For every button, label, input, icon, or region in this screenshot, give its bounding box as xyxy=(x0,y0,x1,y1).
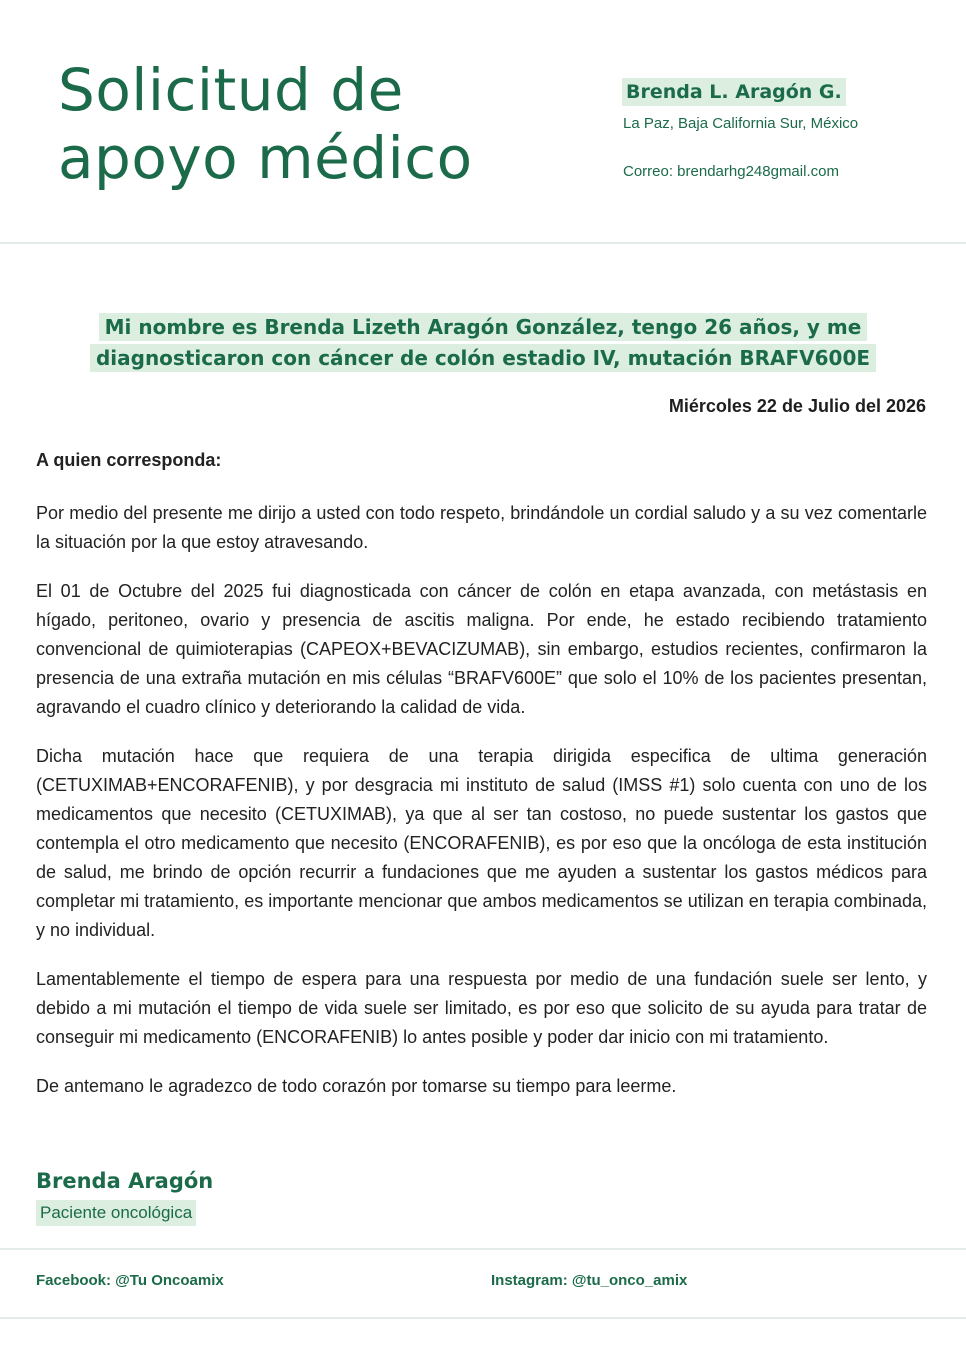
intro-statement xyxy=(36,312,930,374)
footer-divider-top xyxy=(0,1248,966,1250)
letter-body xyxy=(36,446,927,1121)
contact-email: Correo: brendarhg248gmail.com xyxy=(623,163,839,180)
signature-role: Paciente oncológica xyxy=(36,1200,196,1226)
footer-instagram: Instagram: @tu_onco_amix xyxy=(491,1272,688,1289)
document-title-line-1: Solicitud de xyxy=(58,56,404,124)
intro-line-2: diagnosticaron con cáncer de colón estadio IV, mutación BRAFV600E xyxy=(90,344,876,372)
contact-name: Brenda L. Aragón G. xyxy=(622,78,846,106)
letter-date: Miércoles 22 de Julio del 2026 xyxy=(668,396,926,416)
letter-paragraph-5: De antemano le agradezco de todo corazón por tomarse su tiempo para leerme. xyxy=(36,1076,677,1096)
footer-divider-bottom xyxy=(0,1317,966,1319)
footer-facebook: Facebook: @Tu Oncoamix xyxy=(36,1272,224,1289)
intro-line-1: Mi nombre es Brenda Lizeth Aragón González, tengo 26 años, y me xyxy=(99,313,868,341)
document-title-line-2: apoyo médico xyxy=(58,124,473,192)
header-divider xyxy=(0,242,966,244)
signature-name: Brenda Aragón xyxy=(36,1169,214,1193)
letter-greeting: A quien corresponda: xyxy=(36,450,222,470)
contact-block xyxy=(622,78,952,182)
letter-paragraph-2: El 01 de Octubre del 2025 fui diagnosticada con cáncer de colón en etapa avanzada, con metástasis en hígado, peritoneo, ovario y presencia de ascitis maligna. Por ende, he estado recibiendo tratamiento convencional de quimioterapias (CAPEOX+BEVACIZUMAB), sin embargo, estudios recientes, confirmaron la presencia de una extraña mutación en mis células “BRAFV600E” que solo el 10% de los pacientes presentan, agravando el cuadro clínico y deteriorando la calidad de vida. xyxy=(36,581,927,717)
contact-location: La Paz, Baja California Sur, México xyxy=(623,115,859,132)
letter-paragraph-3: Dicha mutación hace que requiera de una terapia dirigida especifica de ultima generación (CETUXIMAB+ENCORAFENIB), y por desgracia mi instituto de salud (IMSS #1) solo cuenta con uno de los medicamentos que necesito (CETUXIMAB), ya que al ser tan costoso, no puede sustentar los gastos que contempla el otro medicamento que necesito (ENCORAFENIB), es por eso que la oncóloga de esta institución de salud, me brindo de opción recurrir a fundaciones que me ayuden a sustentar los gastos médicos para completar mi tratamiento, es importante mencionar que ambos medicamentos se utilizan en terapia combinada, y no individual. xyxy=(36,746,927,940)
letter-paragraph-1: Por medio del presente me dirijo a usted con todo respeto, brindándole un cordial saludo y a su vez comentarle la situación por la que estoy atravesando. xyxy=(36,503,927,552)
document-title xyxy=(58,56,473,192)
signature-block xyxy=(36,1166,213,1226)
letter-paragraph-4: Lamentablemente el tiempo de espera para una respuesta por medio de una fundación suele ser lento, y debido a mi mutación el tiempo de vida suele ser limitado, es por eso que solicito de su ayuda para tratar de conseguir mi medicamento (ENCORAFENIB) lo antes posible y poder dar inicio con mi tratamiento. xyxy=(36,969,927,1047)
